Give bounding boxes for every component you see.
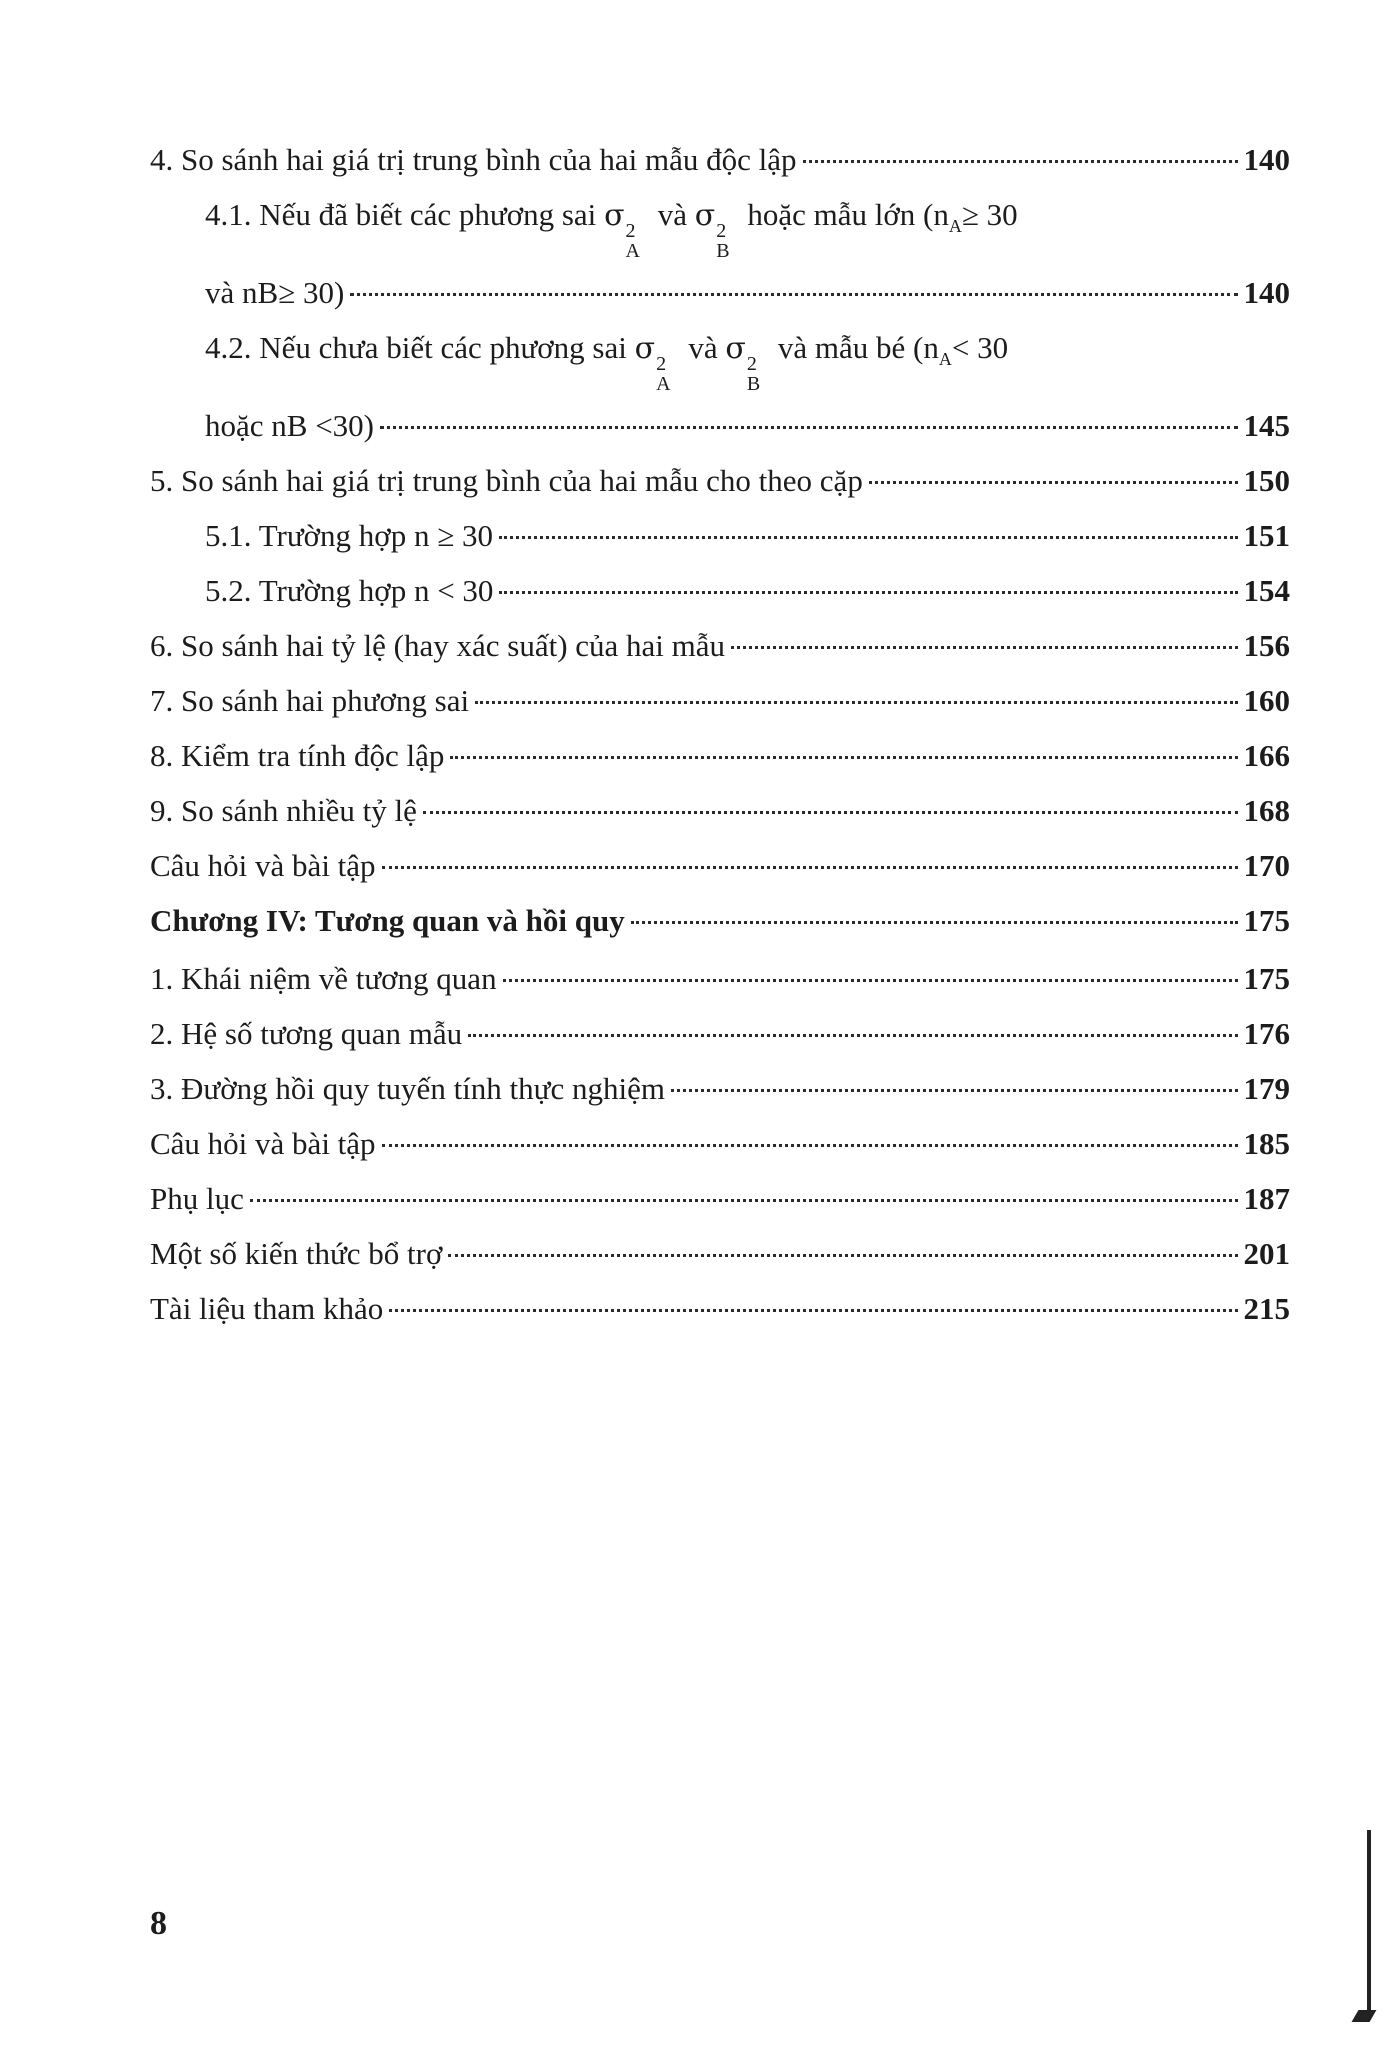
dot-leader	[803, 160, 1238, 163]
dot-leader	[380, 426, 1237, 429]
toc-entry	[150, 406, 1290, 446]
scan-edge-mark	[1352, 2010, 1377, 2022]
dot-leader	[671, 1089, 1238, 1092]
label-prefix: 4.1. Nếu đã biết các phương sai	[205, 197, 597, 232]
toc-entry-label: Một số kiến thức bổ trợ	[150, 1236, 443, 1271]
label-tail: < 30	[951, 330, 1009, 365]
toc-entry-page: 156	[1243, 628, 1290, 663]
toc-entry-label: Câu hỏi và bài tập	[150, 1126, 376, 1161]
scan-edge-mark	[1367, 1830, 1371, 2020]
sup-sub	[656, 354, 670, 394]
table-of-contents	[150, 140, 1290, 1344]
dot-leader	[468, 1034, 1237, 1037]
toc-entry-label: 9. So sánh nhiều tỷ lệ	[150, 793, 417, 828]
dot-leader	[869, 481, 1238, 484]
dot-leader	[382, 866, 1238, 869]
toc-entry-label: Tài liệu tham khảo	[150, 1291, 384, 1326]
toc-entry	[150, 1069, 1290, 1109]
dot-leader	[423, 811, 1238, 814]
dot-leader	[731, 646, 1237, 649]
page-number: 8	[150, 1905, 167, 1942]
toc-entry	[150, 516, 1290, 556]
toc-entry	[150, 1014, 1290, 1054]
toc-entry	[150, 681, 1290, 721]
toc-entry-label: 5.1. Trường hợp n ≥ 30	[205, 518, 493, 553]
sup-sub	[626, 221, 640, 261]
toc-entry-label: 7. So sánh hai phương sai	[150, 683, 470, 718]
toc-entry-label: hoặc nB <30)	[205, 408, 375, 443]
toc-entry	[150, 1124, 1290, 1164]
dot-leader	[499, 591, 1237, 594]
superscript: 2	[625, 220, 636, 242]
toc-entry	[150, 140, 1290, 180]
toc-entry-page: 179	[1243, 1071, 1290, 1106]
dot-leader	[475, 701, 1237, 704]
toc-entry-page: 187	[1243, 1181, 1290, 1216]
subscript: A	[948, 216, 962, 237]
toc-entry-label: 3. Đường hồi quy tuyến tính thực nghiệm	[150, 1071, 665, 1106]
toc-entry-label	[205, 328, 1008, 394]
subscript: A	[625, 240, 640, 262]
toc-entry-page: 154	[1243, 573, 1290, 608]
toc-entry	[150, 571, 1290, 611]
toc-entry-label: 5. So sánh hai giá trị trung bình của hai mẫu cho theo cặp	[150, 463, 863, 498]
toc-entry-page: 185	[1243, 1126, 1290, 1161]
toc-entry-label: 5.2. Trường hợp n < 30	[205, 573, 494, 608]
subscript: B	[716, 240, 730, 262]
toc-entry-page: 166	[1243, 738, 1290, 773]
superscript: 2	[656, 353, 667, 375]
toc-entry-label: 8. Kiểm tra tính độc lập	[150, 738, 445, 773]
sigma-symbol: σ	[634, 331, 656, 366]
superscript: 2	[746, 353, 757, 375]
toc-entry-label: Câu hỏi và bài tập	[150, 848, 376, 883]
subscript: B	[746, 373, 761, 395]
toc-entry-page: 176	[1243, 1016, 1290, 1051]
dot-leader	[382, 1144, 1238, 1147]
toc-entry-label: 6. So sánh hai tỷ lệ (hay xác suất) của hai mẫu	[150, 628, 726, 663]
label-mid: và	[688, 330, 718, 365]
sigma-symbol: σ	[604, 198, 625, 233]
toc-entry	[150, 1179, 1290, 1219]
toc-entry-page: 140	[1243, 275, 1290, 310]
toc-entry-label: 4. So sánh hai giá trị trung bình của hai mẫu độc lập	[150, 142, 797, 177]
toc-entry	[150, 791, 1290, 831]
toc-entry-label: 1. Khái niệm về tương quan	[150, 961, 497, 996]
dot-leader	[499, 536, 1238, 539]
sigma-symbol: σ	[725, 331, 746, 366]
toc-entry-label: Phụ lục	[150, 1181, 244, 1216]
toc-entry	[150, 626, 1290, 666]
toc-entry	[150, 1289, 1290, 1329]
toc-entry-label: 2. Hệ số tương quan mẫu	[150, 1016, 463, 1051]
toc-entry-label	[205, 195, 1018, 261]
toc-entry-page: 160	[1243, 683, 1290, 718]
toc-entry-page: 140	[1243, 142, 1290, 177]
label-mid: và	[657, 197, 688, 232]
toc-entry-page: 175	[1243, 961, 1290, 996]
label-suffix: và mẫu bé (n	[777, 330, 939, 365]
dot-leader	[503, 979, 1238, 982]
dot-leader	[250, 1199, 1238, 1202]
toc-chapter-heading	[150, 901, 1290, 941]
sigma-symbol: σ	[694, 198, 716, 233]
toc-entry	[150, 846, 1290, 886]
subscript: A	[938, 349, 952, 370]
toc-entry	[150, 195, 1290, 261]
toc-entry-page: 150	[1243, 463, 1290, 498]
label-prefix: 4.2. Nếu chưa biết các phương sai	[205, 330, 627, 365]
toc-entry-label: Chương IV: Tương quan và hồi quy	[150, 903, 625, 938]
toc-entry	[150, 1234, 1290, 1274]
dot-leader	[450, 756, 1237, 759]
sup-sub	[716, 221, 729, 261]
superscript: 2	[716, 220, 727, 242]
toc-entry-label: và nB≥ 30)	[205, 275, 345, 310]
toc-entry	[150, 959, 1290, 999]
toc-entry	[150, 736, 1290, 776]
toc-entry-page: 151	[1243, 518, 1290, 553]
dot-leader	[350, 293, 1237, 296]
toc-entry-page: 145	[1243, 408, 1290, 443]
toc-entry-page: 215	[1243, 1291, 1290, 1326]
toc-entry	[150, 328, 1290, 394]
toc-entry-page: 170	[1243, 848, 1290, 883]
toc-entry-page: 175	[1243, 903, 1290, 938]
label-suffix: hoặc mẫu lớn (n	[747, 197, 949, 232]
toc-entry-page: 168	[1243, 793, 1290, 828]
label-tail: ≥ 30	[961, 197, 1018, 232]
sup-sub	[747, 354, 760, 394]
subscript: A	[656, 373, 671, 395]
toc-entry	[150, 273, 1290, 313]
dot-leader	[631, 921, 1238, 924]
toc-entry-page: 201	[1243, 1236, 1290, 1271]
dot-leader	[448, 1254, 1237, 1257]
dot-leader	[389, 1309, 1237, 1312]
toc-entry	[150, 461, 1290, 501]
